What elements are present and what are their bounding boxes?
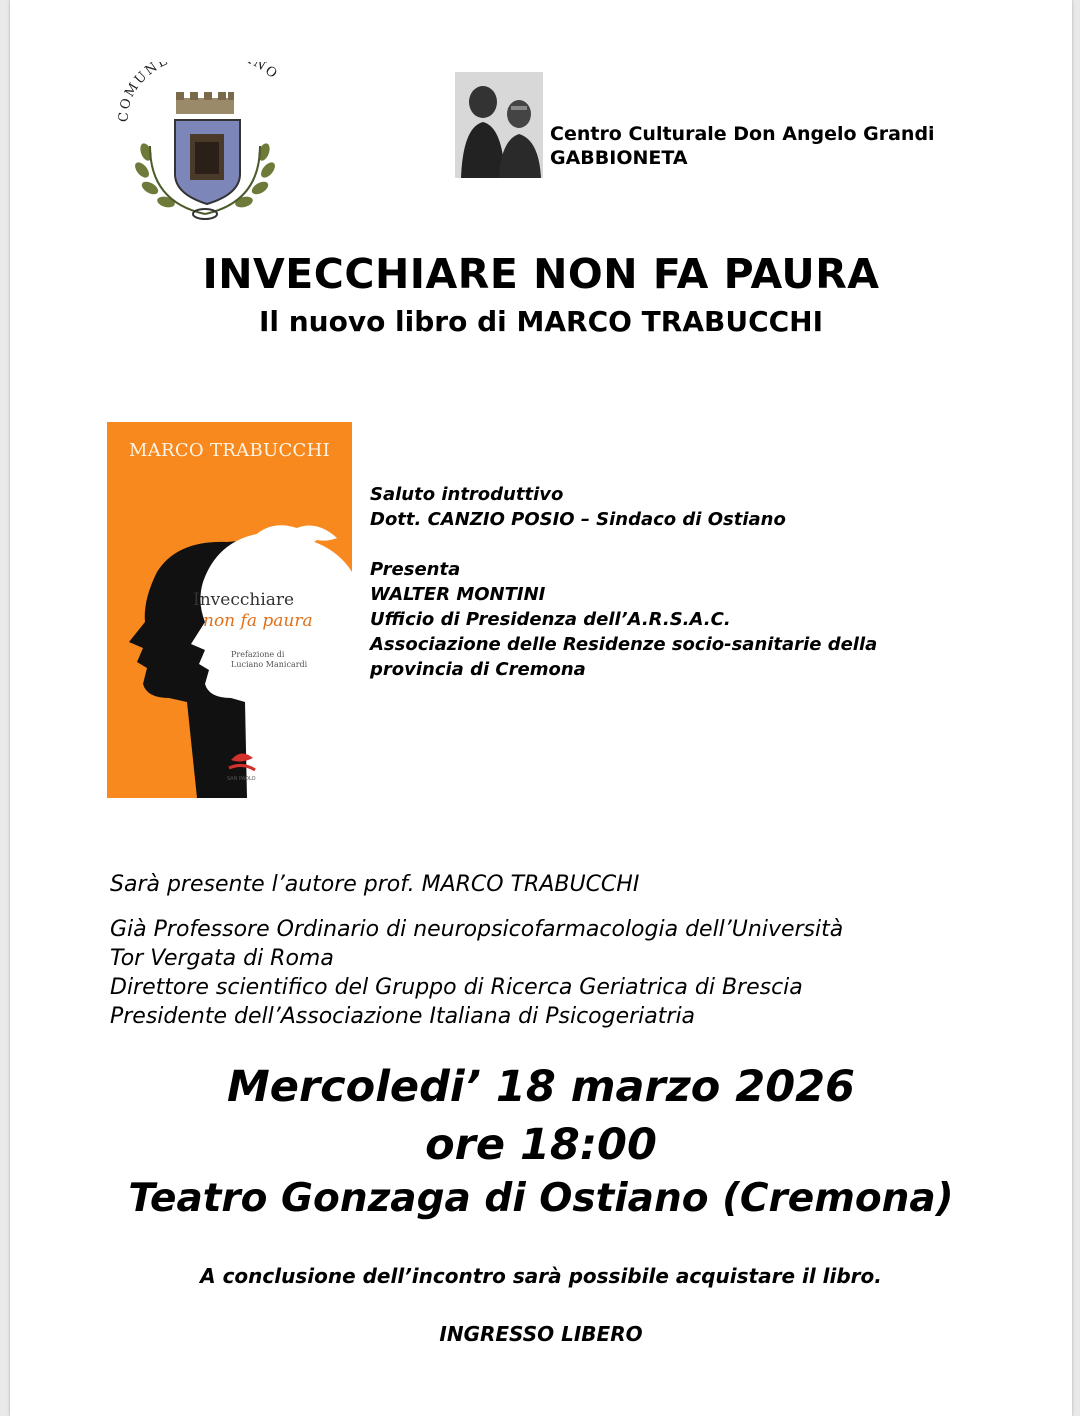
- centre-founder-photo: [455, 72, 543, 178]
- author-credential-3: Direttore scientifico del Gruppo di Ricerca Geriatrica di Brescia: [110, 975, 803, 1000]
- cover-title-line-1: Invecchiare: [193, 590, 295, 610]
- author-credential-4: Presidente dell’Associazione Italiana di Psicogeriatria: [110, 1004, 696, 1029]
- cover-preface-line-2: Luciano Manicardi: [231, 660, 308, 669]
- poster-subtitle: Il nuovo libro di MARCO TRABUCCHI: [258, 305, 824, 338]
- cover-preface-line-1: Prefazione di: [231, 650, 285, 659]
- event-program: [370, 482, 877, 682]
- purchase-note: A conclusione dell’incontro sarà possibile acquistare il libro.: [200, 1264, 882, 1288]
- author-info: [110, 870, 843, 1031]
- comune-coat-of-arms: [110, 62, 300, 228]
- association-line-1: Associazione delle Residenze socio-sanitarie della: [370, 634, 878, 655]
- book-cover: [107, 422, 352, 798]
- presenter-label: Presenta: [370, 559, 461, 580]
- cover-title-line-2: non fa paura: [203, 611, 313, 631]
- author-credential-2: Tor Vergata di Roma: [110, 946, 334, 971]
- poster-title: INVECCHIARE NON FA PAURA: [202, 250, 880, 298]
- event-time: ore 18:00: [425, 1120, 657, 1170]
- cultural-centre-name: [550, 122, 935, 170]
- author-presence: Sarà presente l’autore prof. MARCO TRABUCCHI: [110, 872, 640, 897]
- centre-line-1: Centro Culturale Don Angelo Grandi: [550, 123, 935, 145]
- cover-author: MARCO TRABUCCHI: [128, 440, 331, 461]
- author-credential-1: Già Professore Ordinario di neuropsicofarmacologia dell’Università: [110, 917, 844, 942]
- greeting-label: Saluto introduttivo: [370, 484, 564, 505]
- entry-note: INGRESSO LIBERO: [439, 1322, 643, 1346]
- event-date: Mercoledi’ 18 marzo 2026: [227, 1062, 855, 1112]
- seal-text: COMUN NO: [116, 62, 282, 123]
- presenter-name: WALTER MONTINI: [370, 584, 546, 605]
- poster-page: [10, 0, 1072, 1416]
- centre-line-2: GABBIONETA: [550, 147, 688, 169]
- event-venue: Teatro Gonzaga di Ostiano (Cremona): [128, 1176, 954, 1221]
- cover-preface: [231, 650, 307, 670]
- greeting-person: Dott. CANZIO POSIO – Sindaco di Ostiano: [370, 509, 786, 530]
- association-line-2: provincia di Cremona: [370, 659, 586, 680]
- publisher-name: SAN PAOLO: [227, 776, 256, 782]
- presenter-role: Ufficio di Presidenza dell’A.R.S.A.C.: [370, 609, 731, 630]
